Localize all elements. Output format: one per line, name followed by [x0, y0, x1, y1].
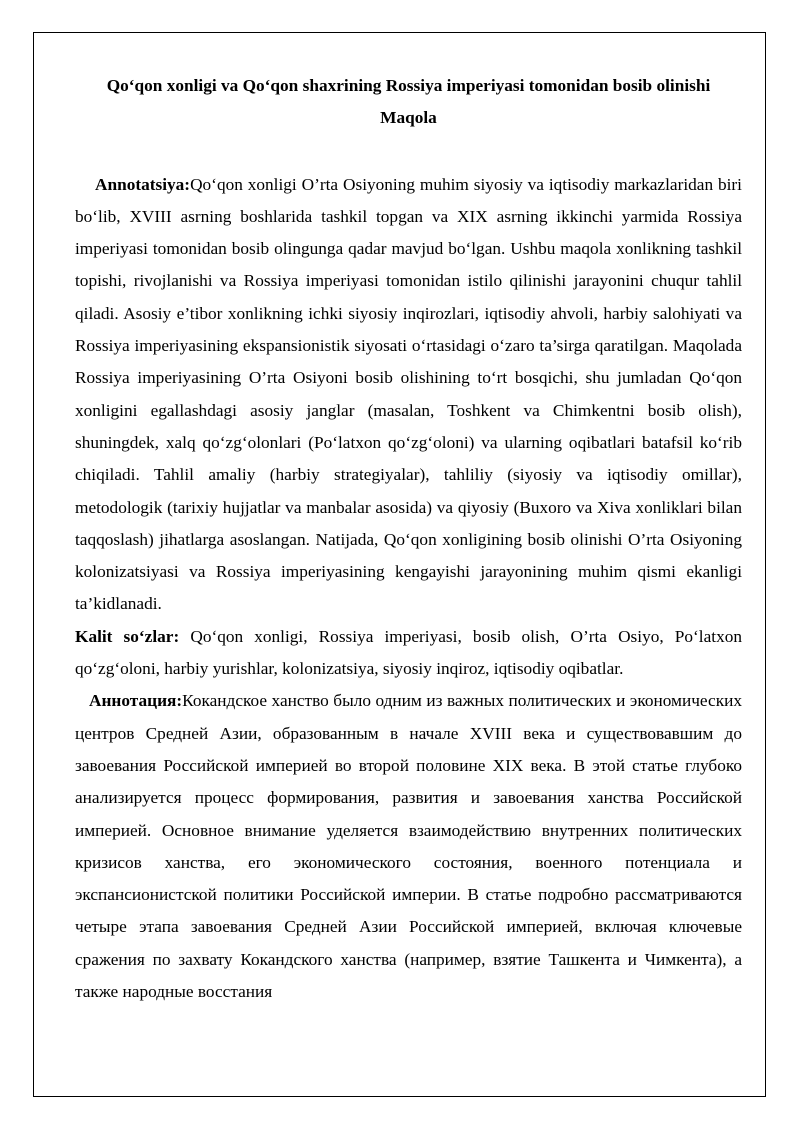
annotation-ru-text: Кокандское ханство было одним из важных политических и экономических центров Средней Азии, образованным в начале XVIII века и существовавшим до завоевания Российской империей во второй половине XIX века. В этой статье глубоко анализируется процесс формирования, развития и завоевания ханства Российской империей. Основное внимание уделяется взаимодействию внутренних политических кризисов ханства, его экономического состояния, военного потенциала и экспансионистской политики Российской империи. В статье подробно рассматриваются четыре этапа завоевания Средней Азии Российской империей, включая ключевые сражения по захвату Кокандского ханства (например, взятие Ташкента и Чимкента), а также народные восстания [75, 691, 742, 1002]
keywords-text: Qo‘qon xonligi, Rossiya imperiyasi, bosib olish, O’rta Osiyo, Po‘latxon qo‘zg‘oloni, harbiy yurishlar, kolonizatsiya, siyosiy inqiroz, iqtisodiy oqibatlar. [75, 626, 742, 679]
document-subtitle: Maqola [380, 108, 437, 128]
annotation-uz-text: Qo‘qon xonligi O’rta Osiyoning muhim siyosiy va iqtisodiy markazlaridan biri bo‘lib, XVIII asrning boshlarida tashkil topgan va XIX asrning ikkinchi yarmida Rossiya imperiyasi tomonidan bosib olingunga qadar mavjud bo‘lgan. Ushbu maqola xonlikning tashkil topishi, rivojlanishi va Rossiya imperiyasi tomonidan istilo qilinishi jarayonini chuqur tahlil qiladi. Asosiy e’tibor xonlikning ichki siyosiy inqirozlari, iqtisodiy ahvoli, harbiy salohiyati va Rossiya imperiyasining ekspansionistik siyosati o‘rtasidagi o‘zaro ta’sirga qaratilgan. Maqolada Rossiya imperiyasining O’rta Osiyoni bosib olishining to‘rt bosqichi, shu jumladan Qo‘qon xonligini egallashdagi asosiy janglar (masalan, Toshkent va Chimkentni bosib olish), shuningdek, xalq qo‘zg‘olonlari (Po‘latxon qo‘zg‘oloni) va ularning oqibatlari batafsil ko‘rib chiqiladi. Tahlil amaliy (harbiy strategiyalar), tahliliy (siyosiy va iqtisodiy omillar), metodologik (tarixiy hujjatlar va manbalar asosida) va qiyosiy (Buxoro va Xiva xonliklari bilan taqqoslash) jihatlarga asoslangan. Natijada, Qo‘qon xonligining bosib olinishi O’rta Osiyoning kolonizatsiyasi va Rossiya imperiyasining kengayishi jarayonining muhim qismi ekanligi ta’kidlanadi. [75, 174, 742, 614]
annotation-ru-paragraph [75, 685, 742, 1008]
keywords-paragraph [75, 621, 742, 686]
annotation-uz-label: Annotatsiya: [95, 174, 191, 194]
spacer [75, 135, 742, 169]
keywords-label: Kalit so‘zlar: [75, 626, 180, 646]
annotation-ru-label: Аннотация: [89, 691, 183, 711]
document-title: Qo‘qon xonligi va Qo‘qon shaxrining Rossiya imperiyasi tomonidan bosib olinishi [106, 76, 711, 95]
annotation-uz-paragraph [75, 169, 742, 621]
document-body [75, 70, 742, 1008]
